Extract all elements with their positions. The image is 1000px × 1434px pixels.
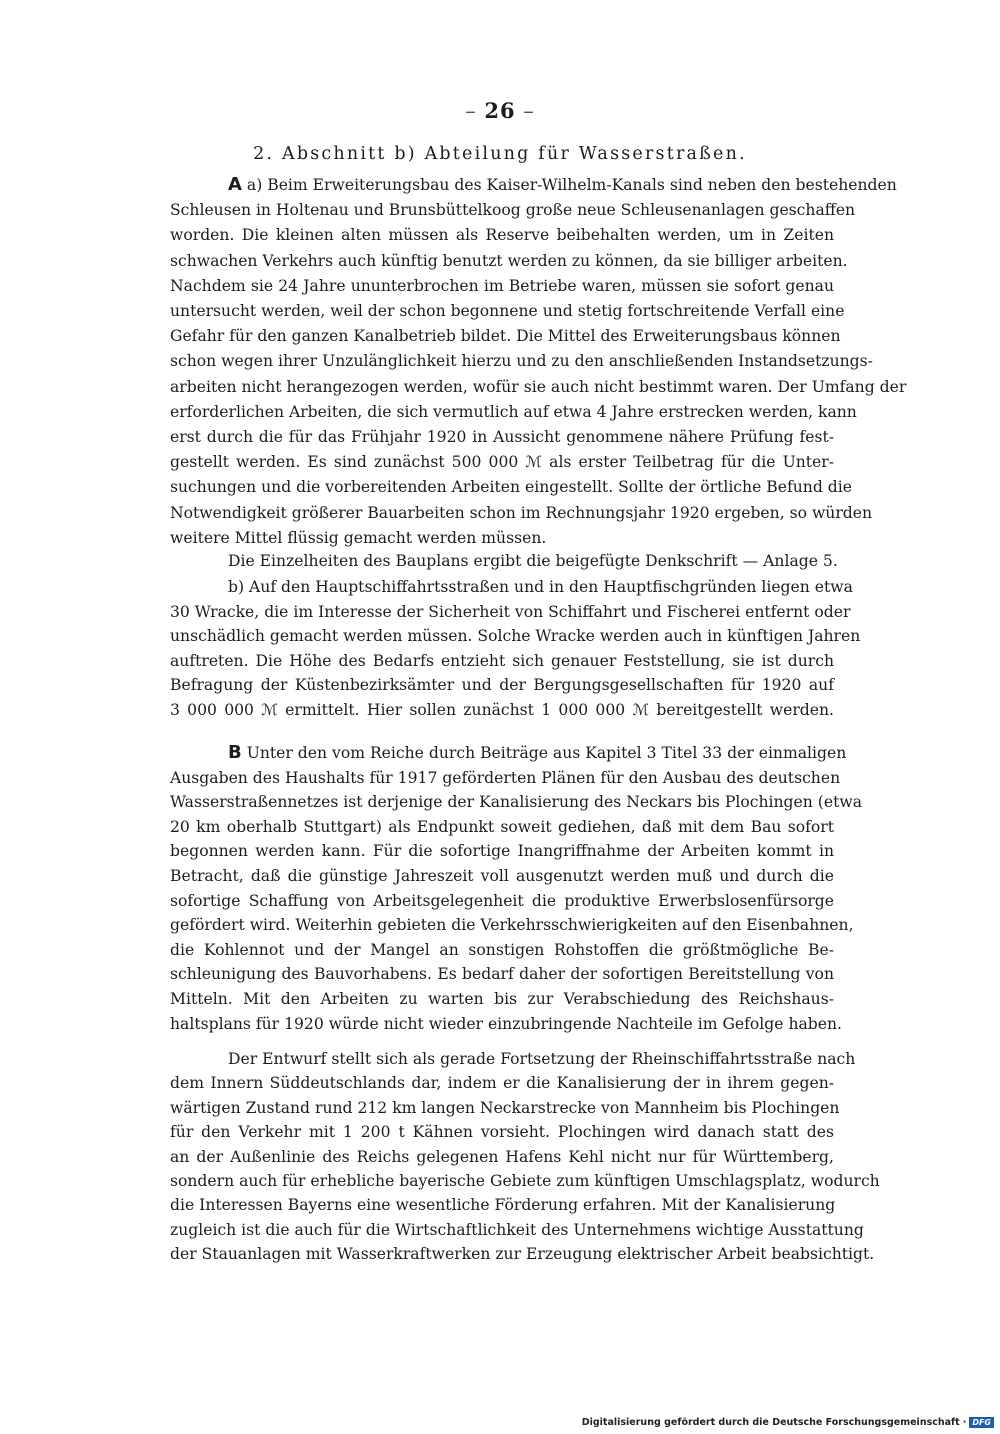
text-line: gefördert wird. Weiterhin gebieten die Verkehrsschwierigkeiten auf den Eisenbahnen,: [170, 916, 854, 935]
text-line: Mitteln. Mit den Arbeiten zu warten bis zur Verabschiedung des Reichshaus-: [170, 989, 834, 1008]
text-line: für den Verkehr mit 1 200 t Kähnen vorsieht. Plochingen wird danach statt des: [170, 1123, 834, 1142]
text-line: die Interessen Bayerns eine wesentliche Förderung erfahren. Mit der Kanalisierung: [170, 1196, 836, 1215]
digitization-credit: Digitalisierung gefördert durch die Deutsche Forschungsgemeinschaft · DFG: [582, 1417, 994, 1428]
text-line: Wasserstraßennetzes ist derjenige der Kanalisierung des Neckars bis Plochingen (etwa: [170, 793, 862, 812]
text-line: schon wegen ihrer Unzulänglichkeit hierzu und zu den anschließenden Instandsetzungs-: [170, 352, 873, 371]
text-line: b) Auf den Hauptschiffahrtsstraßen und in den Hauptfischgründen liegen etwa: [228, 578, 853, 596]
text-line: schwachen Verkehrs auch künftig benutzt werden zu können, da sie billiger arbeiten.: [170, 251, 848, 270]
text-line: 3 000 000 ℳ ermittelt. Hier sollen zunächst 1 000 000 ℳ bereitgestellt werden.: [170, 700, 834, 719]
text-line: worden. Die kleinen alten müssen als Reserve beibehalten werden, um in Zeiten: [170, 226, 834, 245]
text-line: gestellt werden. Es sind zunächst 500 000 ℳ als erster Teilbetrag für die Unter-: [170, 453, 834, 472]
text-line: B Unter den vom Reiche durch Beiträge aus Kapitel 3 Titel 33 der einmaligen: [228, 742, 847, 763]
text-line: Nachdem sie 24 Jahre ununterbrochen im Betriebe waren, müssen sie sofort genau: [170, 276, 834, 295]
text-line: der Stauanlagen mit Wasserkraftwerken zur Erzeugung elektrischer Arbeit beabsichtigt.: [170, 1245, 875, 1264]
text-line: sondern auch für erhebliche bayerische Gebiete zum künftigen Umschlagsplatz, wodurch: [170, 1172, 880, 1191]
paragraph-draft: [170, 1047, 880, 1267]
section-marker-b: B: [228, 742, 242, 763]
text-line: auftreten. Die Höhe des Bedarfs entzieht sich genauer Feststellung, sie ist durch: [170, 651, 834, 670]
text-line: begonnen werden kann. Für die sofortige Inangriffnahme der Arbeiten kommt in: [170, 842, 834, 861]
text-line: Befragung der Küstenbezirksämter und der Bergungsgesellschaften für 1920 auf: [170, 676, 834, 695]
text-line: haltsplans für 1920 würde nicht wieder einzubringende Nachteile im Gefolge haben.: [170, 1014, 843, 1033]
text-line: Ausgaben des Haushalts für 1917 geförderten Plänen für den Ausbau des deutschen: [170, 768, 841, 787]
text-line: erforderlichen Arbeiten, die sich vermutlich auf etwa 4 Jahre erstrecken werden, kann: [170, 402, 857, 421]
section-heading: 2. Abschnitt b) Abteilung für Wasserstraßen.: [253, 144, 747, 164]
text-line: 20 km oberhalb Stuttgart) als Endpunkt soweit gediehen, daß mit dem Bau sofort: [170, 817, 834, 836]
text-line: zugleich ist die auch für die Wirtschaftlichkeit des Unternehmens wichtige Ausstattung: [170, 1220, 864, 1239]
paragraph-a-b: [170, 575, 861, 723]
text-line: arbeiten nicht herangezogen werden, wofür sie auch nicht bestimmt waren. Der Umfang der: [170, 377, 907, 396]
text-line: Die Einzelheiten des Bauplans ergibt die beigefügte Denkschrift — Anlage 5.: [228, 552, 838, 570]
section-marker-a: A: [228, 174, 242, 195]
text-line: Der Entwurf stellt sich als gerade Fortsetzung der Rheinschiffahrtsstraße nach: [228, 1050, 856, 1068]
text-line: Schleusen in Holtenau und Brunsbüttelkoog große neue Schleusenanlagen geschaffen: [170, 201, 856, 220]
text-line: an der Außenlinie des Reichs gelegenen Hafens Kehl nicht nur für Württemberg,: [170, 1147, 834, 1166]
text-line: dem Innern Süddeutschlands dar, indem er die Kanalisierung der in ihrem gegen-: [170, 1074, 834, 1093]
text-line: suchungen und die vorbereitenden Arbeiten eingestellt. Sollte der örtliche Befund die: [170, 478, 852, 497]
paragraph-b: [170, 741, 862, 1036]
text-line: unschädlich gemacht werden müssen. Solche Wracke werden auch in künftigen Jahren: [170, 627, 861, 646]
page-number-value: 26: [484, 98, 516, 123]
text-line: Betracht, daß die günstige Jahreszeit voll ausgenutzt werden muß und durch die: [170, 866, 834, 885]
text-line: Gefahr für den ganzen Kanalbetrieb bildet. Die Mittel des Erweiterungsbaus können: [170, 327, 841, 346]
text-line: schleunigung des Bauvorhabens. Es bedarf daher der sofortigen Bereitstellung von: [170, 965, 834, 984]
text-line: untersucht werden, weil der schon begonnene und stetig fortschreitende Verfall eine: [170, 302, 845, 321]
text-line: die Kohlennot und der Mangel an sonstigen Rohstoffen die größtmögliche Be-: [170, 940, 834, 959]
dfg-logo-icon: DFG: [969, 1417, 994, 1428]
text-line: Notwendigkeit größerer Bauarbeiten schon im Rechnungsjahr 1920 ergeben, so würden: [170, 503, 873, 522]
text-line: 30 Wracke, die im Interesse der Sicherheit von Schiffahrt und Fischerei entfernt oder: [170, 602, 851, 621]
annex-note: [170, 549, 838, 574]
text-line: A a) Beim Erweiterungsbau des Kaiser-Wilhelm-Kanals sind neben den bestehenden: [228, 174, 897, 195]
text-line: wärtigen Zustand rund 212 km langen Neckarstrecke von Mannheim bis Plochingen: [170, 1098, 840, 1117]
text-line: weitere Mittel flüssig gemacht werden müssen.: [170, 528, 547, 547]
text-line: erst durch die für das Frühjahr 1920 in Aussicht genommene nähere Prüfung fest-: [170, 428, 834, 447]
page-number: – 26 –: [465, 98, 535, 123]
credit-text: Digitalisierung gefördert durch die Deutsche Forschungsgemeinschaft: [581, 1417, 960, 1428]
text-line: sofortige Schaffung von Arbeitsgelegenheit die produktive Erwerbslosenfürsorge: [170, 891, 834, 910]
paragraph-a: [170, 172, 907, 551]
